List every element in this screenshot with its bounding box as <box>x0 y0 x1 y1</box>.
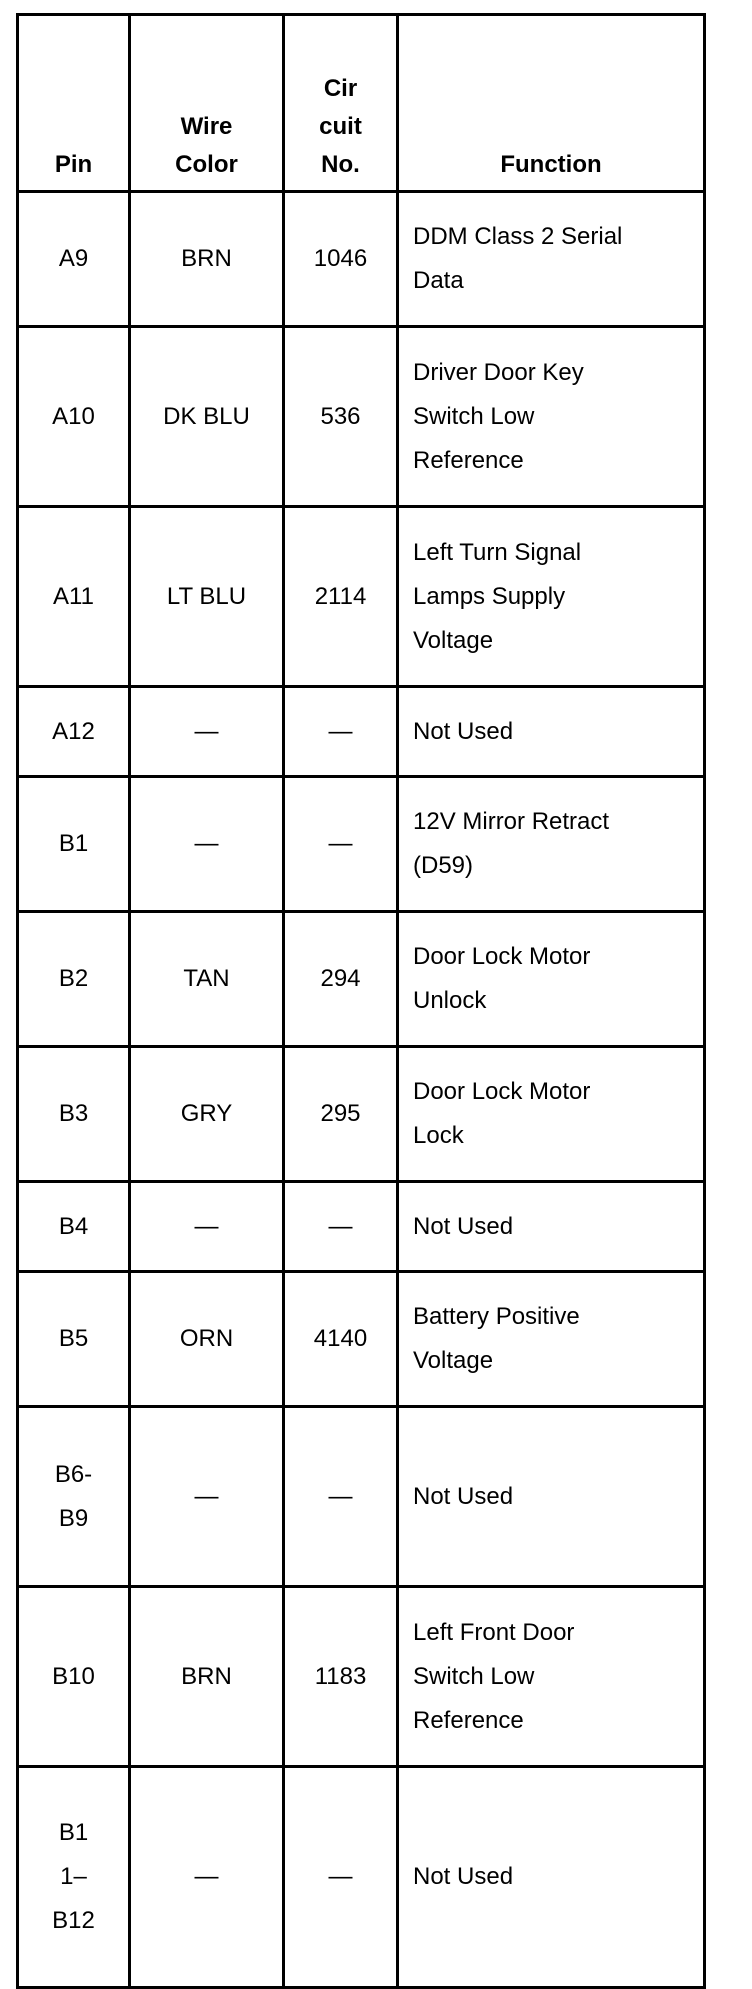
table-row <box>18 777 705 912</box>
cell-pin: B4 <box>18 1182 130 1272</box>
cell-function: Left Front Door Switch Low Reference <box>398 1587 705 1767</box>
cell-function: Not Used <box>398 687 705 777</box>
cell-function: Not Used <box>398 1182 705 1272</box>
table-row <box>18 1407 705 1587</box>
cell-circuit-no: — <box>284 687 398 777</box>
cell-circuit-no: — <box>284 777 398 912</box>
cell-function: Driver Door Key Switch Low Reference <box>398 327 705 507</box>
header-wire-color: Wire Color <box>130 15 284 192</box>
cell-function: Door Lock Motor Unlock <box>398 912 705 1047</box>
table-row <box>18 912 705 1047</box>
cell-function: Left Turn Signal Lamps Supply Voltage <box>398 507 705 687</box>
cell-circuit-no: 2114 <box>284 507 398 687</box>
table-row <box>18 1182 705 1272</box>
table-row <box>18 327 705 507</box>
cell-wire-color: TAN <box>130 912 284 1047</box>
cell-function: DDM Class 2 Serial Data <box>398 192 705 327</box>
cell-pin: B1 1– B12 <box>18 1767 130 1988</box>
cell-function: 12V Mirror Retract (D59) <box>398 777 705 912</box>
cell-wire-color: — <box>130 687 284 777</box>
cell-function: Door Lock Motor Lock <box>398 1047 705 1182</box>
cell-circuit-no: 294 <box>284 912 398 1047</box>
cell-circuit-no: — <box>284 1407 398 1587</box>
header-row <box>18 15 705 192</box>
cell-circuit-no: 1046 <box>284 192 398 327</box>
cell-pin: A12 <box>18 687 130 777</box>
cell-circuit-no: 536 <box>284 327 398 507</box>
table-header <box>18 15 705 192</box>
cell-pin: B3 <box>18 1047 130 1182</box>
cell-circuit-no: 4140 <box>284 1272 398 1407</box>
cell-wire-color: BRN <box>130 1587 284 1767</box>
cell-pin: A10 <box>18 327 130 507</box>
cell-function: Battery Positive Voltage <box>398 1272 705 1407</box>
cell-circuit-no: 1183 <box>284 1587 398 1767</box>
cell-wire-color: ORN <box>130 1272 284 1407</box>
table-row <box>18 1587 705 1767</box>
cell-pin: A11 <box>18 507 130 687</box>
cell-function: Not Used <box>398 1767 705 1988</box>
cell-wire-color: LT BLU <box>130 507 284 687</box>
table-row <box>18 1767 705 1988</box>
connector-pinout-table-container <box>16 13 703 1989</box>
table-body <box>18 192 705 1988</box>
cell-wire-color: — <box>130 1182 284 1272</box>
cell-pin: B5 <box>18 1272 130 1407</box>
cell-pin: B2 <box>18 912 130 1047</box>
cell-wire-color: — <box>130 777 284 912</box>
header-circuit-no: Cir cuit No. <box>284 15 398 192</box>
table-row <box>18 1272 705 1407</box>
cell-function: Not Used <box>398 1407 705 1587</box>
table-row <box>18 1047 705 1182</box>
cell-pin: B1 <box>18 777 130 912</box>
cell-pin: A9 <box>18 192 130 327</box>
header-function: Function <box>398 15 705 192</box>
connector-pinout-table <box>16 13 706 1989</box>
cell-circuit-no: — <box>284 1767 398 1988</box>
table-row <box>18 507 705 687</box>
cell-pin: B10 <box>18 1587 130 1767</box>
cell-circuit-no: — <box>284 1182 398 1272</box>
cell-wire-color: GRY <box>130 1047 284 1182</box>
cell-circuit-no: 295 <box>284 1047 398 1182</box>
cell-wire-color: — <box>130 1407 284 1587</box>
cell-pin: B6- B9 <box>18 1407 130 1587</box>
table-row <box>18 687 705 777</box>
cell-wire-color: DK BLU <box>130 327 284 507</box>
cell-wire-color: BRN <box>130 192 284 327</box>
header-pin: Pin <box>18 15 130 192</box>
cell-wire-color: — <box>130 1767 284 1988</box>
table-row <box>18 192 705 327</box>
